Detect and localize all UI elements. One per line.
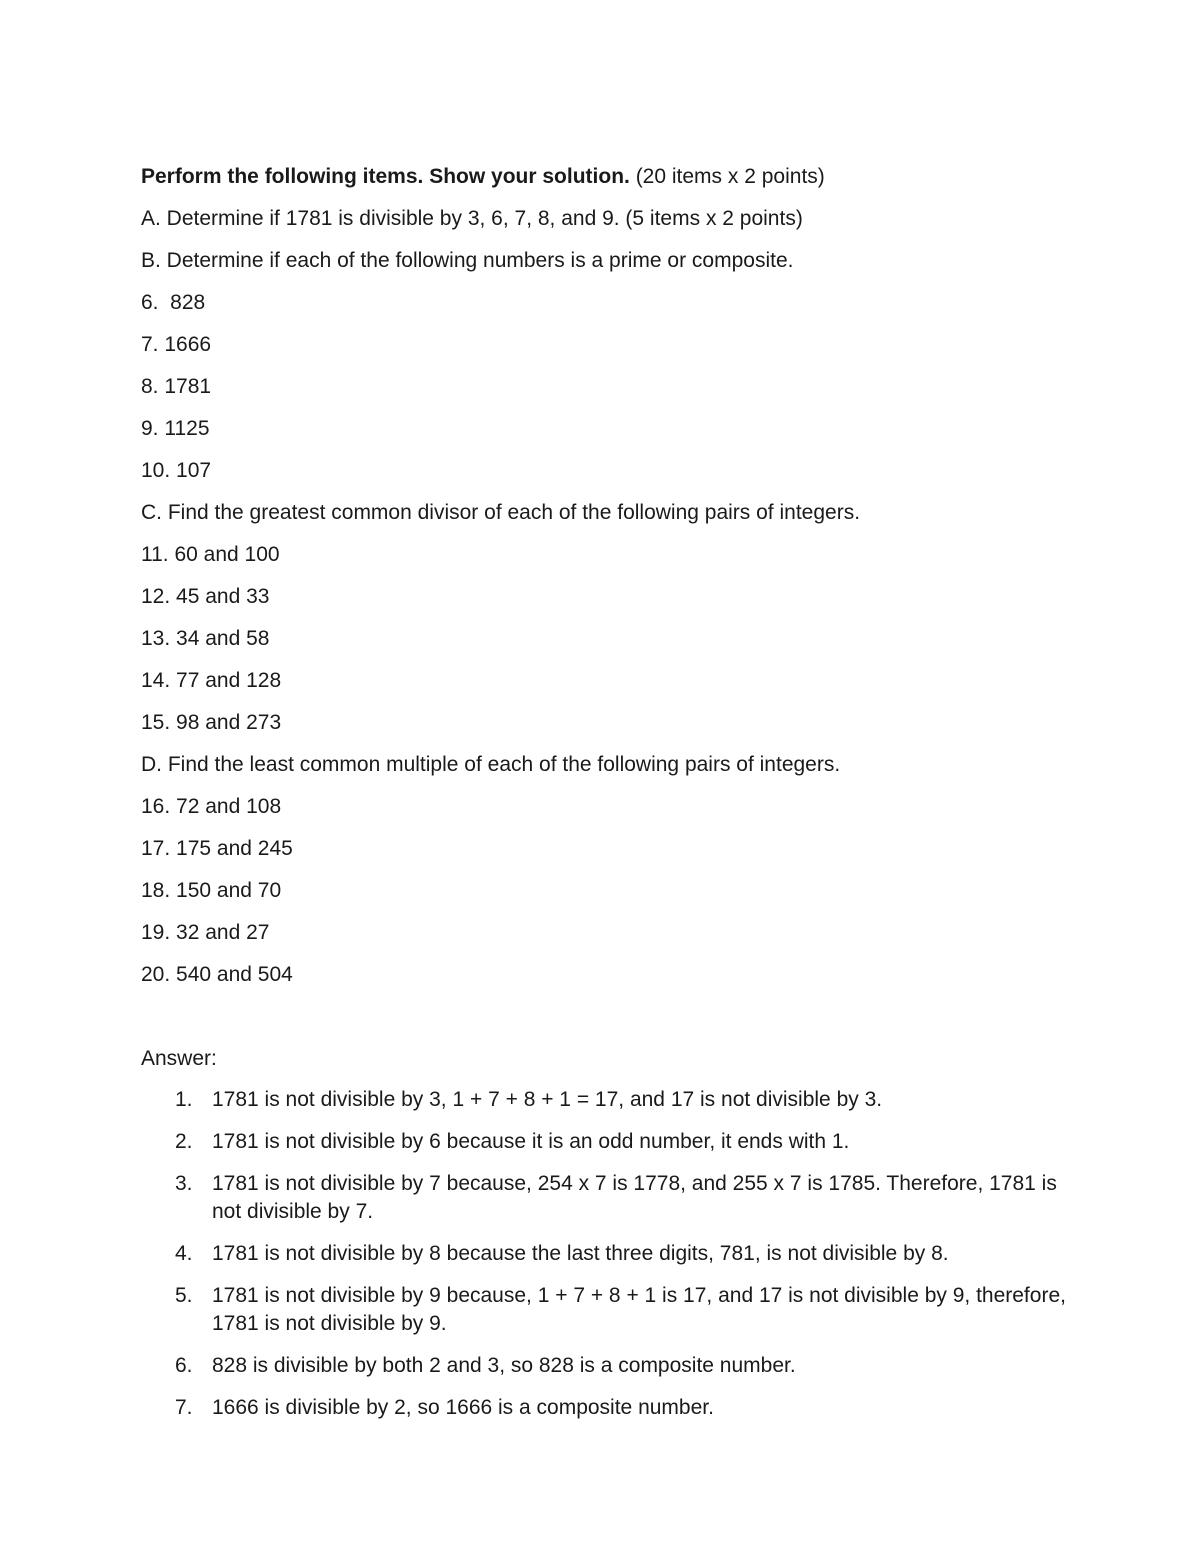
item-15: 15. 98 and 273 xyxy=(141,711,282,734)
answer-number: 3. xyxy=(175,1172,193,1195)
answer-number: 5. xyxy=(175,1284,193,1307)
answer-text: 1781 is not divisible by 3, 1 + 7 + 8 + 1 = 17, and 17 is not divisible by 3. xyxy=(212,1088,883,1111)
section-a-instruction: A. Determine if 1781 is divisible by 3, 6, 7, 8, and 9. (5 items x 2 points) xyxy=(141,207,803,230)
answer-text: 828 is divisible by both 2 and 3, so 828 is a composite number. xyxy=(212,1354,796,1377)
answer-item xyxy=(141,1128,1081,1156)
item-14: 14. 77 and 128 xyxy=(141,669,282,692)
item-19: 19. 32 and 27 xyxy=(141,921,270,944)
blank-line xyxy=(141,996,1081,1038)
item-9: 9. 1125 xyxy=(141,417,210,440)
section-c-instruction: C. Find the greatest common divisor of each of the following pairs of integers. xyxy=(141,501,861,524)
answer-list xyxy=(141,1086,1081,1422)
item-8: 8. 1781 xyxy=(141,375,212,398)
item-6: 6. 828 xyxy=(141,291,206,314)
section-d-instruction: D. Find the least common multiple of each of the following pairs of integers. xyxy=(141,753,841,776)
instructions-bold: Perform the following items. Show your solution. xyxy=(141,165,630,188)
answer-item xyxy=(141,1240,1081,1268)
answer-item xyxy=(141,1394,1081,1422)
answer-item xyxy=(141,1282,1081,1338)
item-18: 18. 150 and 70 xyxy=(141,879,282,902)
item-12: 12. 45 and 33 xyxy=(141,585,270,608)
instructions-heading xyxy=(141,156,1081,198)
section-b-instruction: B. Determine if each of the following numbers is a prime or composite. xyxy=(141,249,794,272)
answer-text: 1781 is not divisible by 7 because, 254 x 7 is 1778, and 255 x 7 is 1785. Therefore, 1781 is not divisible by 7. xyxy=(212,1172,1057,1223)
answer-item xyxy=(141,1170,1081,1226)
instructions-points: (20 items x 2 points) xyxy=(629,165,825,188)
answer-item xyxy=(141,1352,1081,1380)
answer-number: 7. xyxy=(175,1396,193,1419)
answer-item xyxy=(141,1086,1081,1114)
answer-label: Answer: xyxy=(141,1047,217,1070)
answer-text: 1781 is not divisible by 6 because it is an odd number, it ends with 1. xyxy=(212,1130,850,1153)
item-16: 16. 72 and 108 xyxy=(141,795,282,818)
item-20: 20. 540 and 504 xyxy=(141,963,293,986)
answer-text: 1666 is divisible by 2, so 1666 is a composite number. xyxy=(212,1396,714,1419)
item-17: 17. 175 and 245 xyxy=(141,837,293,860)
answer-number: 4. xyxy=(175,1242,193,1265)
answer-number: 6. xyxy=(175,1354,193,1377)
answer-number: 2. xyxy=(175,1130,193,1153)
answer-number: 1. xyxy=(175,1088,193,1111)
item-13: 13. 34 and 58 xyxy=(141,627,270,650)
answer-text: 1781 is not divisible by 9 because, 1 + 7 + 8 + 1 is 17, and 17 is not divisible by 9, therefore, 1781 is not divisible by 9. xyxy=(212,1284,1066,1335)
answer-text: 1781 is not divisible by 8 because the last three digits, 781, is not divisible by 8. xyxy=(212,1242,949,1265)
item-7: 7. 1666 xyxy=(141,333,212,356)
item-11: 11. 60 and 100 xyxy=(141,543,280,566)
document-page xyxy=(141,156,1081,1436)
item-10: 10. 107 xyxy=(141,459,212,482)
